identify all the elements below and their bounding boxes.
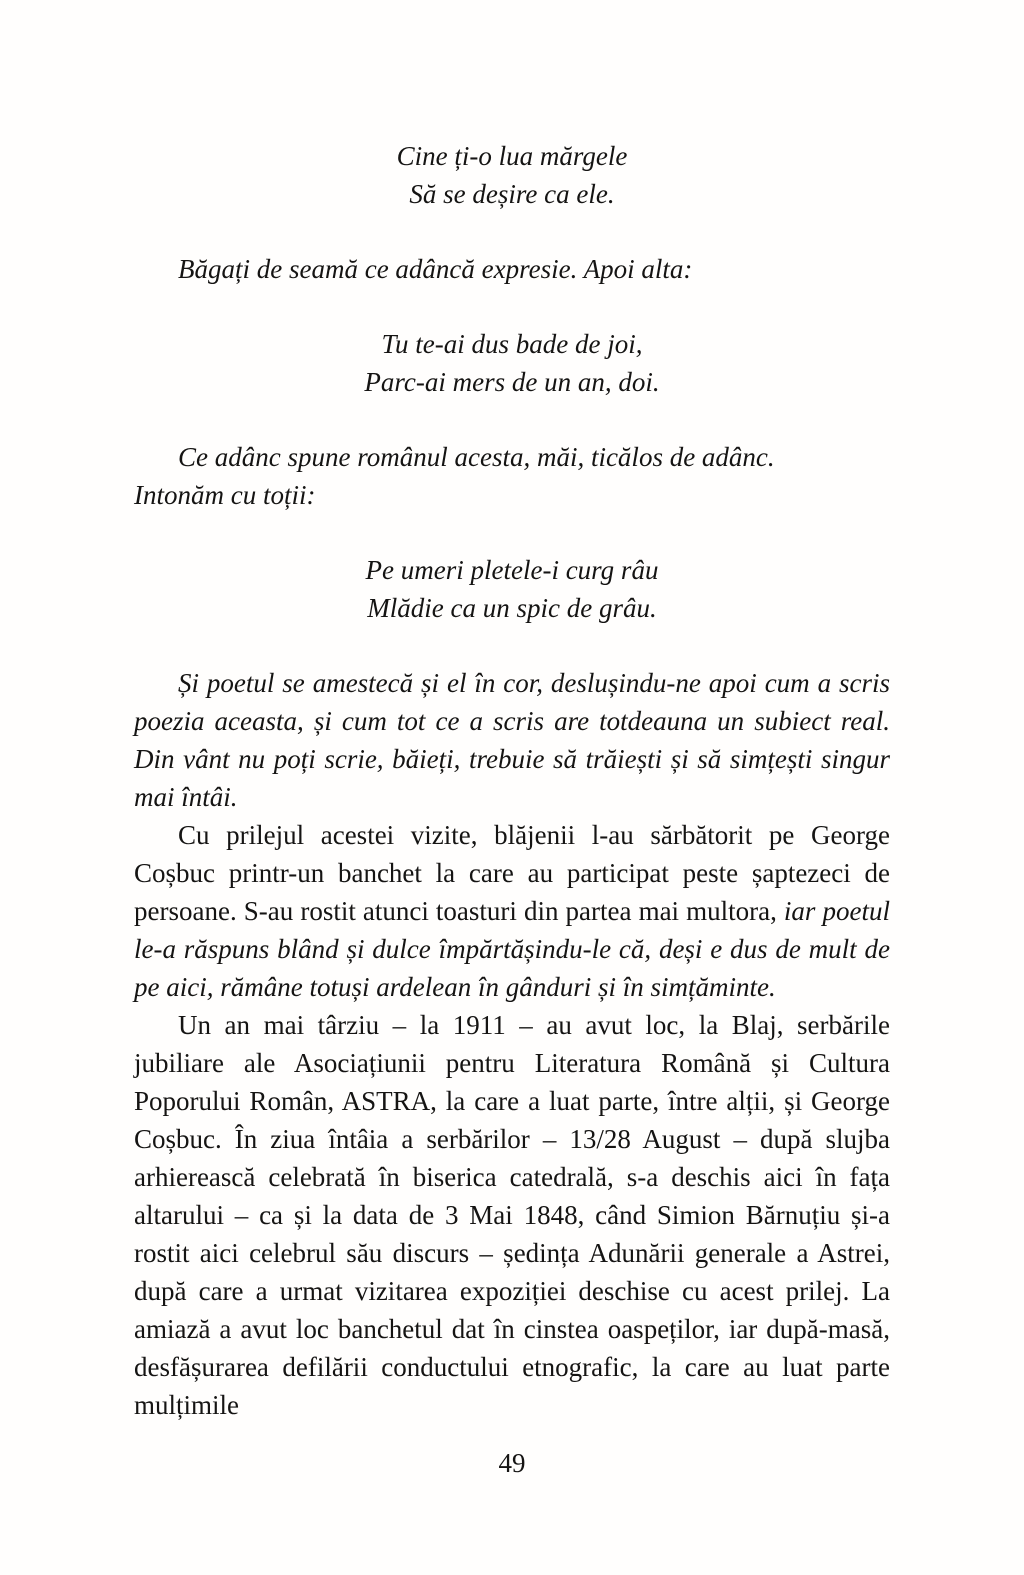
paragraph xyxy=(134,1006,890,1424)
verse-line: Pe umeri pletele-i curg râu xyxy=(365,555,659,585)
verse-block xyxy=(134,137,890,213)
paragraph xyxy=(134,816,890,1006)
italic-text: Ce adânc spune românul acesta, măi, ticălos de adânc. xyxy=(178,442,775,472)
italic-text: Băgați de seamă ce adâncă expresie. Apoi alta: xyxy=(178,254,693,284)
body-text: Un an mai târziu – la 1911 – au avut loc, la Blaj, serbările jubiliare ale Asociațiunii pentru Literatura Română și Cultura Poporului Român, ASTRA, la care a luat parte, între alții, și George Coșbuc. În ziua întâia a serbărilor – 13/28 August – după slujba arhierească celebrată în biserica catedrală, s-a deschis aici în fața altarului – ca și la data de 3 Mai 1848, când Simion Bărnuțiu și-a rostit aici celebrul său discurs – ședința Adunării generale a Astrei, după care a urmat vizitarea expoziției deschise cu acest prilej. La amiază a avut loc banchetul dat în cinstea oaspeților, iar după-masă, desfășurarea defilării conductului etnografic, la care au luat parte mulțimile xyxy=(134,1010,890,1420)
text-blocks xyxy=(134,0,890,1424)
italic-text: Și poetul se amestecă și el în cor, deslușindu-ne apoi cum a scris poezia aceasta, și cum tot ce a scris are totdeauna un subiect real. Din vânt nu poți scrie, băieți, trebuie să trăiești și să simțești singur mai întâi. xyxy=(134,668,890,812)
body-text: Cu prilejul acestei vizite, blăjenii l-au sărbătorit pe George Coșbuc printr-un banchet la care au participat peste șaptezeci de persoane. S-au rostit atunci toasturi din partea mai multora, xyxy=(134,820,890,926)
verse-line: Cine ți-o lua mărgele xyxy=(396,141,628,171)
verse-line: Tu te-ai dus bade de joi, xyxy=(381,329,643,359)
italic-text: Intonăm cu toții: xyxy=(134,480,316,510)
verse-line: Parc-ai mers de un an, doi. xyxy=(364,367,660,397)
verse-block xyxy=(134,325,890,401)
paragraph xyxy=(134,664,890,816)
italic-text: iar poetul le-a răspuns blând și dulce împărtășindu-le că, deși e dus de mult de pe aici, rămâne totuși ardelean în gânduri și în simțăminte. xyxy=(134,896,890,1002)
paragraph xyxy=(134,250,890,288)
verse-line: Mlădie ca un spic de grâu. xyxy=(367,593,657,623)
page-number: 49 xyxy=(498,1448,526,1478)
verse-block xyxy=(134,551,890,627)
verse-line: Să se deșire ca ele. xyxy=(409,179,615,209)
paragraph xyxy=(134,438,890,514)
